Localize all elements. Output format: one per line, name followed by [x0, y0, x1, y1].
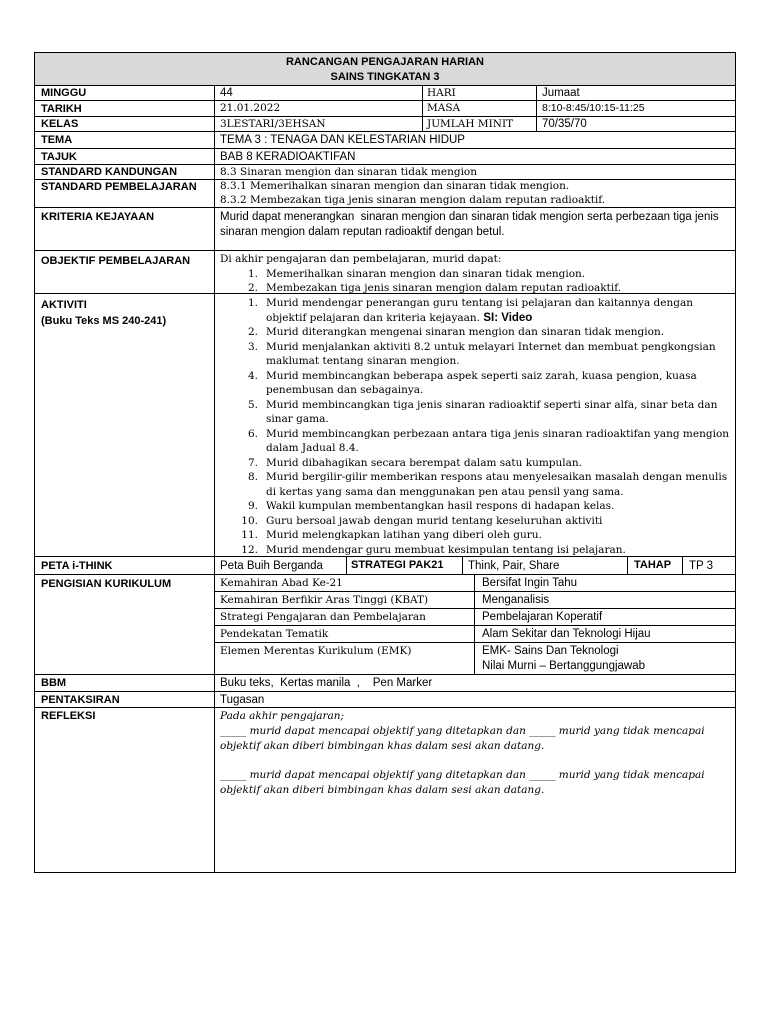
masa-value: 8:10-8:45/10:15-11:25 [542, 102, 645, 114]
kriteria-kejayaan-row [35, 208, 735, 251]
bbm-value: Buku teks, Kertas manila , Pen Marker [220, 677, 433, 689]
aktiviti-label: AKTIVITI [41, 299, 87, 311]
kelas-row [35, 117, 735, 132]
tema-row [35, 132, 735, 149]
aktiviti-item-number: 5. [247, 398, 258, 411]
pengisian-value: EMK- Sains Dan Teknologi [482, 645, 619, 657]
objektif-intro: Di akhir pengajaran dan pembelajaran, murid dapat: [220, 253, 502, 265]
kriteria-kejayaan-label: KRITERIA KEJAYAAN [35, 208, 215, 250]
hari-label: HARI [423, 86, 537, 100]
aktiviti-item [220, 514, 730, 529]
tajuk-label: TAJUK [35, 149, 215, 164]
standard-kandungan-row [35, 165, 735, 180]
pentaksiran-label: PENTAKSIRAN [35, 692, 215, 707]
pengisian-value: Menganalisis [482, 594, 550, 606]
aktiviti-item [220, 427, 730, 456]
objektif-item-number: 2. [247, 282, 258, 293]
bbm-label: BBM [35, 675, 215, 691]
pengisian-value: Nilai Murni – Bertanggungjawab [482, 660, 646, 672]
pengisian-kurikulum-content [215, 575, 735, 674]
aktiviti-item-number: 8. [247, 471, 258, 483]
pengisian-row [215, 626, 735, 643]
aktiviti-item-note: SI: Video [483, 311, 533, 324]
aktiviti-item-text: Murid mendengar guru membuat kesimpulan tentang isi pelajaran. [266, 543, 626, 556]
aktiviti-item [220, 296, 730, 325]
aktiviti-item-text: Murid membincangkan perbezaan antara tiga jenis sinaran radioaktifan yang mengion dalam Jadual 8.4. [266, 427, 730, 454]
pentaksiran-value: Tugasan [220, 694, 265, 706]
aktiviti-item [220, 528, 730, 543]
aktiviti-item-text: Murid melengkapkan latihan yang diberi oleh guru. [266, 529, 542, 541]
peta-ithink-label: PETA i-THINK [35, 557, 215, 574]
pengisian-item: Strategi Pengajaran dan Pembelajaran [215, 609, 475, 625]
standard-pembelajaran-line: 8.3.2 Membezakan tiga jenis sinaran mengion dalam reputan radioaktif. [220, 193, 606, 206]
aktiviti-label-cell [35, 294, 215, 556]
tajuk-row [35, 149, 735, 165]
pengisian-kurikulum-subtable [215, 575, 735, 674]
tema-label: TEMA [35, 132, 215, 148]
kriteria-kejayaan-value: Murid dapat menerangkan sinaran mengion dan sinaran tidak mengion serta perbezaan tiga jenis sinaran mengion dalam reputan radioaktif dengan betul. [220, 211, 722, 238]
refleksi-intro: Pada akhir pengajaran; [220, 710, 345, 722]
objektif-item [220, 267, 730, 282]
masa-label: MASA [423, 101, 537, 116]
standard-pembelajaran-line: 8.3.1 Memerihalkan sinaran mengion dan sinaran tidak mengion. [220, 180, 570, 192]
pengisian-kurikulum-label: PENGISIAN KURIKULUM [35, 575, 215, 674]
aktiviti-item [220, 499, 730, 514]
header-cell [35, 53, 735, 85]
aktiviti-item-text: Murid diterangkan mengenai sinaran mengion dan sinaran tidak mengion. [266, 326, 665, 338]
aktiviti-item-number: 12. [241, 543, 258, 556]
standard-kandungan-value: 8.3 Sinaran mengion dan sinaran tidak mengion [220, 166, 478, 178]
aktiviti-item-text: Murid dibahagikan secara berempat dalam satu kumpulan. [266, 456, 583, 469]
aktiviti-item-number: 6. [247, 427, 258, 440]
standard-pembelajaran-content [215, 180, 735, 207]
standard-pembelajaran-label: STANDARD PEMBELAJARAN [35, 180, 215, 207]
aktiviti-item-text: Murid menjalankan aktiviti 8.2 untuk melayari Internet dan membuat pengkongsian maklumat tentang sinaran mengion. [266, 340, 716, 367]
refleksi-label: REFLEKSI [35, 708, 215, 872]
aktiviti-item-number: 2. [247, 326, 258, 338]
tarikh-label: TARIKH [35, 101, 215, 116]
aktiviti-item-number: 11. [241, 529, 258, 541]
minggu-row [35, 86, 735, 101]
document-title: RANCANGAN PENGAJARAN HARIAN [285, 56, 484, 68]
pengisian-row [215, 609, 735, 626]
aktiviti-item-text: Murid mendengar penerangan guru tentang isi pelajaran dan kaitannya dengan objektif pelajaran dan kriteria kejayaan. [266, 297, 693, 324]
tahap-value: TP 3 [689, 560, 714, 572]
tarikh-row [35, 101, 735, 117]
aktiviti-row [35, 294, 735, 557]
aktiviti-item-number: 1. [247, 297, 258, 309]
objektif-label: OBJEKTIF PEMBELAJARAN [35, 251, 215, 293]
pengisian-kurikulum-row [35, 575, 735, 675]
minggu-label: MINGGU [35, 86, 215, 100]
pengisian-item: Kemahiran Berfikir Aras Tinggi (KBAT) [215, 592, 475, 608]
pengisian-row [215, 575, 735, 592]
aktiviti-sublabel: (Buku Teks MS 240-241) [41, 315, 167, 327]
aktiviti-item-number: 9. [247, 500, 258, 512]
kelas-label: KELAS [35, 117, 215, 131]
aktiviti-item [220, 456, 730, 471]
objektif-item-number: 1. [247, 267, 258, 280]
refleksi-row [35, 708, 735, 872]
jumlah-minit-value: 70/35/70 [542, 118, 587, 130]
tema-value: TEMA 3 : TENAGA DAN KELESTARIAN HIDUP [220, 134, 465, 146]
aktiviti-item [220, 340, 730, 369]
pengisian-row [215, 592, 735, 609]
objektif-content [215, 251, 735, 293]
pengisian-item: Kemahiran Abad Ke-21 [215, 575, 475, 591]
pengisian-item: Pendekatan Tematik [215, 626, 475, 642]
aktiviti-item-number: 7. [247, 456, 258, 469]
pengisian-value: Pembelajaran Koperatif [482, 611, 603, 623]
document-subtitle: SAINS TINGKATAN 3 [330, 70, 440, 83]
kelas-value: 3LESTARI/3EHSAN [215, 117, 423, 131]
aktiviti-item-number: 4. [247, 369, 258, 382]
jumlah-minit-label: JUMLAH MINIT [423, 117, 537, 131]
aktiviti-item-text: Murid bergilir-gilir memberikan respons atau menyelesaikan masalah dengan menulis di kertas yang sama dan menggunakan pen atau pensil yang sama. [266, 471, 728, 498]
minggu-value: 44 [215, 86, 423, 100]
refleksi-content [215, 708, 735, 872]
hari-value: Jumaat [542, 87, 580, 99]
peta-ithink-row [35, 557, 735, 575]
pengisian-row [215, 643, 735, 674]
aktiviti-item [220, 369, 730, 398]
pengisian-value-group [475, 643, 735, 674]
aktiviti-item-text: Wakil kumpulan membentangkan hasil respons di hadapan kelas. [266, 500, 615, 512]
strategi-pak21-label: STRATEGI PAK21 [347, 557, 463, 574]
objektif-item-text: Memerihalkan sinaran mengion dan sinaran tidak mengion. [266, 267, 586, 280]
aktiviti-item [220, 543, 730, 557]
pengisian-item: Elemen Merentas Kurikulum (EMK) [215, 643, 475, 674]
aktiviti-item [220, 398, 730, 427]
aktiviti-item-text: Guru bersoal jawab dengan murid tentang keseluruhan aktiviti [266, 514, 603, 527]
tahap-label: TAHAP [628, 557, 683, 574]
strategi-pak21-value: Think, Pair, Share [463, 557, 628, 574]
objektif-row [35, 251, 735, 294]
standard-kandungan-label: STANDARD KANDUNGAN [35, 165, 215, 179]
aktiviti-item [220, 325, 730, 340]
pengisian-value: Bersifat Ingin Tahu [482, 577, 578, 589]
pentaksiran-row [35, 692, 735, 708]
aktiviti-item-text: Murid membincangkan beberapa aspek seperti saiz zarah, kuasa pengion, kuasa penembusan dan sebagainya. [266, 369, 697, 396]
tajuk-value: BAB 8 KERADIOAKTIFAN [220, 151, 356, 163]
bbm-row [35, 675, 735, 692]
aktiviti-item-text: Murid membincangkan tiga jenis sinaran radioaktif seperti sinar alfa, sinar beta dan sinar gama. [266, 398, 718, 425]
refleksi-statement: _____ murid dapat mencapai objektif yang ditetapkan dan _____ murid yang tidak mencapai objektif akan diberi bimbingan khas dalam sesi akan datang. [220, 725, 705, 752]
peta-ithink-value: Peta Buih Berganda [215, 557, 347, 574]
aktiviti-content [215, 294, 735, 556]
tarikh-value: 21.01.2022 [215, 101, 423, 116]
objektif-item [220, 281, 730, 293]
header-row [35, 53, 735, 86]
objektif-item-text: Membezakan tiga jenis sinaran mengion dalam reputan radioaktif. [266, 282, 622, 293]
aktiviti-item-number: 10. [241, 514, 258, 527]
aktiviti-item-number: 3. [247, 340, 258, 353]
aktiviti-item [220, 470, 730, 499]
lesson-plan-table [34, 52, 736, 873]
pengisian-value: Alam Sekitar dan Teknologi Hijau [482, 628, 651, 640]
standard-pembelajaran-row [35, 180, 735, 208]
refleksi-statement: _____ murid dapat mencapai objektif yang ditetapkan dan _____ murid yang tidak mencapai objektif akan diberi bimbingan khas dalam sesi akan datang. [220, 769, 705, 796]
